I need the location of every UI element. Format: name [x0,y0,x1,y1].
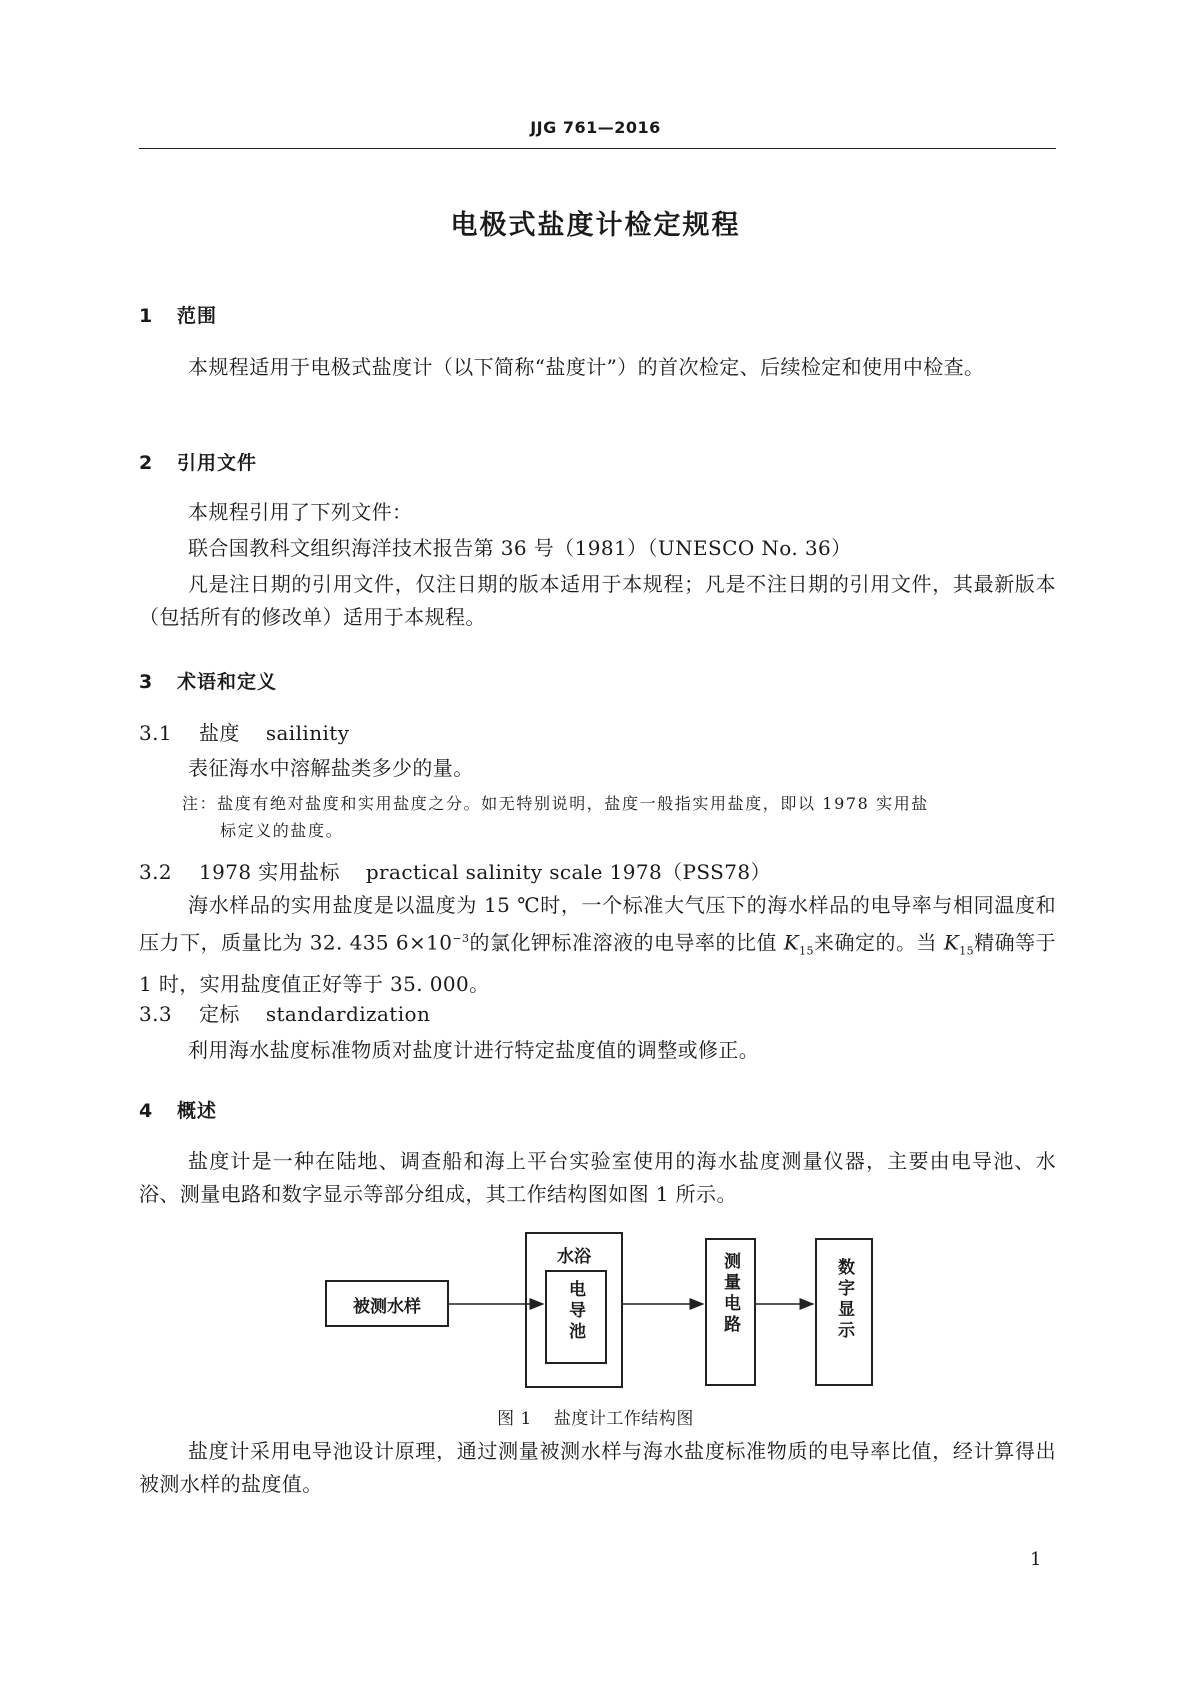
clause-3-2 [139,857,771,887]
header-rule [139,148,1056,149]
clause-3-3-number: 3.3 [139,1002,173,1026]
k-symbol: K [783,930,800,955]
k-symbol-2: K [943,930,960,955]
section-3-number: 3 [139,671,154,693]
figure-1-caption [0,1404,1191,1429]
section-2-reference: 联合国教科文组织海洋技术报告第 36 号（1981）（UNESCO No. 36） [188,536,852,560]
section-3-title: 术语和定义 [177,671,278,693]
section-1-paragraph: 本规程适用于电极式盐度计（以下简称“盐度计”）的首次检定、后续检定和使用中检查。 [188,355,985,379]
section-4-heading [139,1096,217,1123]
clause-3-1-english: sailinity [265,721,350,745]
clause-3-2-text-3: 来确定的。当 [813,930,944,955]
section-1-heading [139,301,217,328]
clause-3-2-term: 1978 实用盐标 [199,860,340,884]
figure-1-caption-number: 图 1 [497,1409,532,1429]
clause-3-1-definition: 表征海水中溶解盐类多少的量。 [188,756,474,780]
note-line-2: 标定义的盐度。 [220,821,344,840]
clause-3-2-text-1: 海水样品的实用盐度是以温度为 15 ℃时，一个标准大气压下的海水样品的电导率与相同温度和压力下，质量比为 32. 435 6×10 [139,893,1056,955]
clause-3-2-exponent: −3 [452,932,470,945]
k-subscript: 15 [799,944,814,958]
clause-3-1-number: 3.1 [139,721,173,745]
section-2-paragraph: 凡是注日期的引用文件，仅注日期的版本适用于本规程；凡是不注日期的引用文件，其最新版本（包括所有的修改单）适用于本规程。 [139,572,1056,629]
k-subscript-2: 15 [959,944,975,958]
clause-3-2-text-4: 精确等于 1 时，实用盐度值正好等于 35. 000。 [139,930,1056,996]
clause-3-3 [139,999,430,1029]
figure-1-caption-text: 盐度计工作结构图 [553,1409,694,1429]
conductivity-cell-label: 电导池 [565,1280,585,1343]
digital-display-label: 数字显示 [834,1258,854,1342]
clause-3-2-definition [139,889,1056,1001]
section-2-title: 引用文件 [177,452,258,474]
section-1-number: 1 [139,305,154,327]
clause-3-3-term: 定标 [199,1002,240,1026]
section-2-heading [139,448,257,475]
page-header-code: JJG 761—2016 [530,118,661,137]
section-4-paragraph-2: 盐度计采用电导池设计原理，通过测量被测水样与海水盐度标准物质的电导率比值，经计算得出被测水样的盐度值。 [139,1439,1056,1496]
section-3-heading [139,667,277,694]
sample-label: 被测水样 [353,1297,421,1317]
section-1-title: 范围 [177,305,218,327]
clause-3-3-definition: 利用海水盐度标准物质对盐度计进行特定盐度值的调整或修正。 [188,1038,760,1062]
page-number: 1 [1030,1549,1042,1570]
clause-3-1-term: 盐度 [199,721,240,745]
clause-3-1 [139,718,349,748]
note-line-1: 注：盐度有绝对盐度和实用盐度之分。如无特别说明，盐度一般指实用盐度，即以 1978 实用盐 [182,794,929,813]
note [182,790,1056,844]
water-bath-label: 水浴 [557,1247,591,1267]
clause-3-3-english: standardization [265,1002,431,1026]
section-4-number: 4 [139,1100,154,1122]
section-4-paragraph-1: 盐度计是一种在陆地、调查船和海上平台实验室使用的海水盐度测量仪器，主要由电导池、水浴、测量电路和数字显示等部分组成，其工作结构图如图 1 所示。 [139,1149,1056,1206]
clause-3-2-english: practical salinity scale 1978（PSS78） [365,860,771,884]
clause-3-2-number: 3.2 [139,860,173,884]
measurement-circuit-label: 测量电路 [720,1252,740,1336]
clause-3-2-text-2: 的氯化钾标准溶液的电导率的比值 [469,930,784,955]
document-title: 电极式盐度计检定规程 [450,210,741,241]
section-4-title: 概述 [177,1100,218,1122]
section-2-line-1: 本规程引用了下列文件： [188,500,413,524]
section-2-number: 2 [139,452,154,474]
